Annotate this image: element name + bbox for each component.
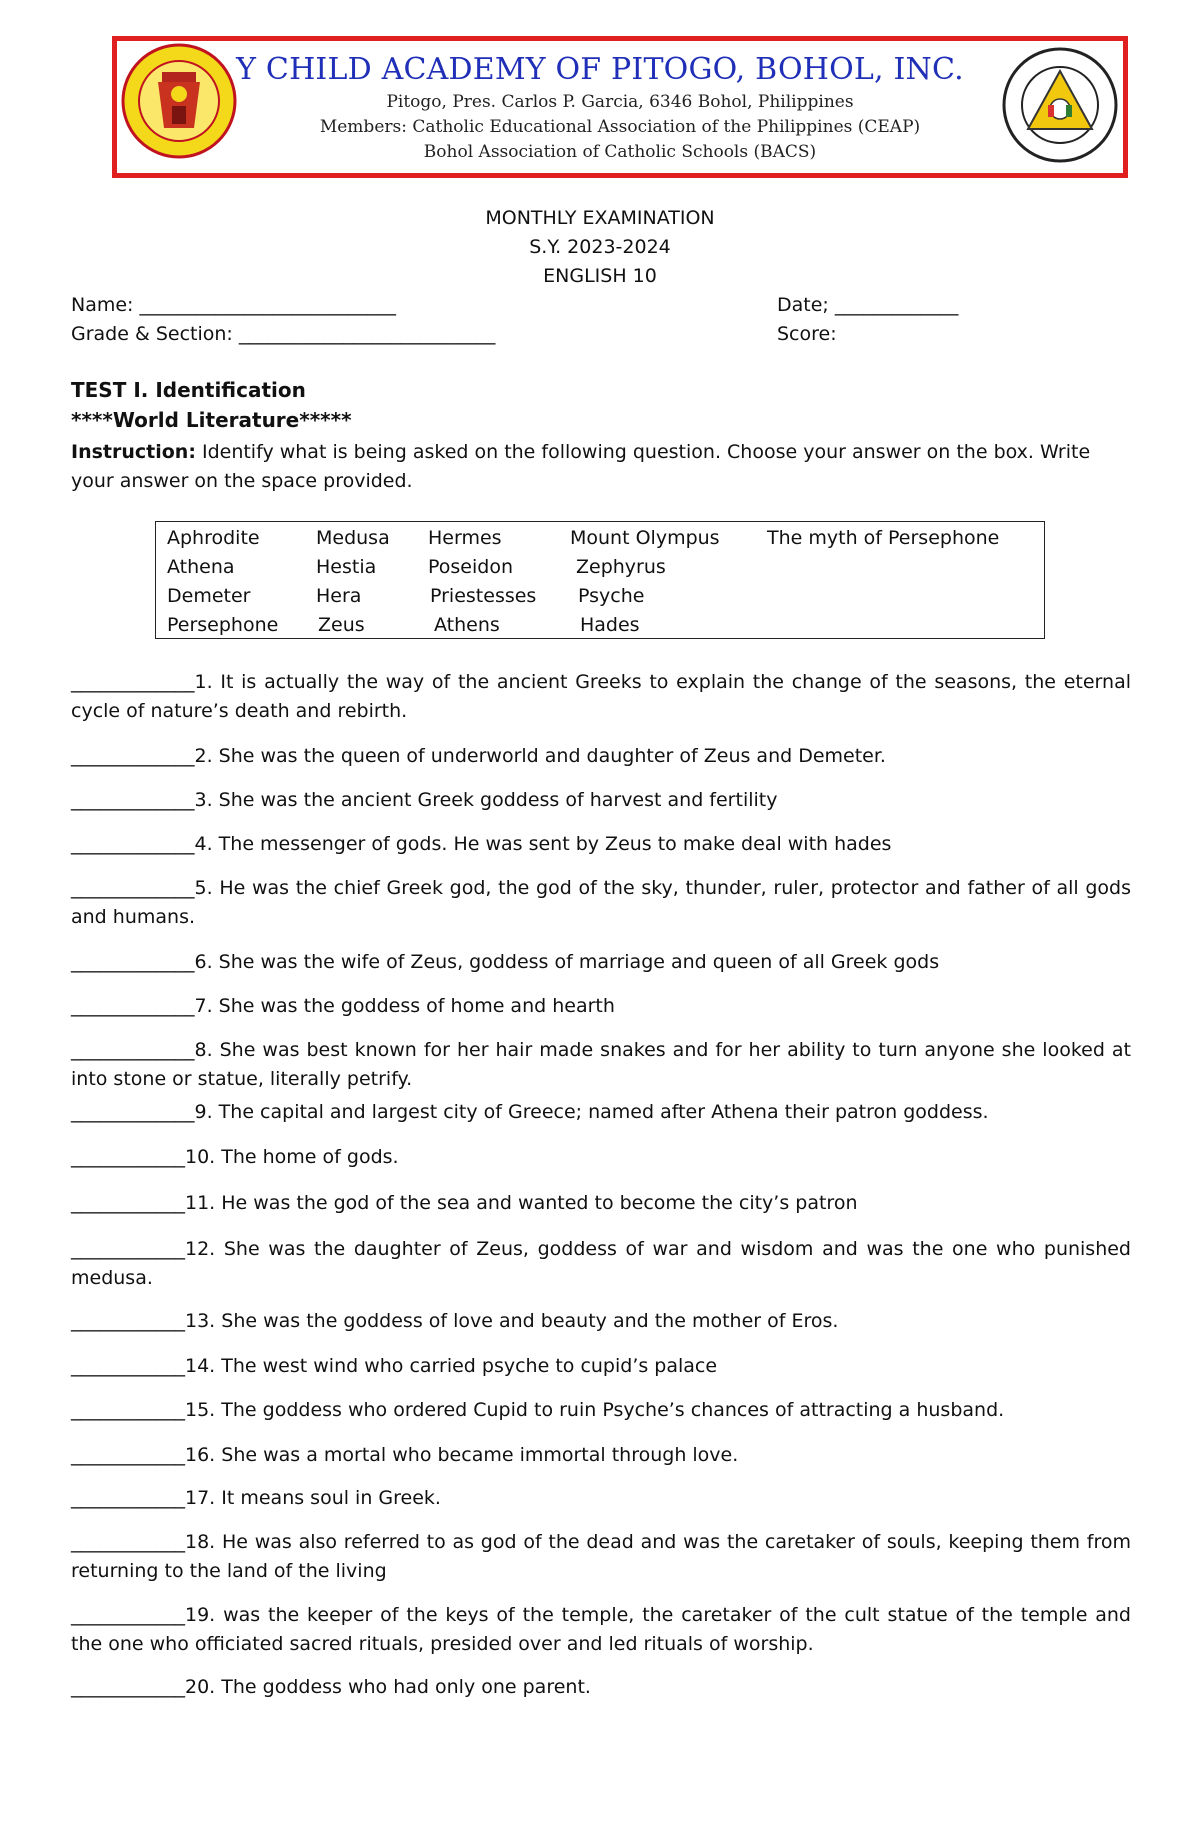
- question-item[interactable]: ____________14. The west wind who carried psyche to cupid’s palace: [71, 1355, 718, 1377]
- instruction-label: Instruction:: [71, 441, 196, 463]
- choice-item: Persephone: [167, 614, 279, 636]
- choice-item: Psyche: [578, 585, 645, 607]
- choice-item: Aphrodite: [167, 527, 260, 549]
- question-item[interactable]: ____________20. The goddess who had only one parent.: [71, 1676, 591, 1698]
- choice-item: Priestesses: [430, 585, 537, 607]
- choice-item: Zephyrus: [576, 556, 666, 578]
- question-item[interactable]: ____________12. She was the daughter of Zeus, goddess of war and wisdom and was the one who punished medusa.: [71, 1238, 1131, 1289]
- exam-title: MONTHLY EXAMINATION: [485, 207, 715, 229]
- question-item[interactable]: ____________16. She was a mortal who became immortal through love.: [71, 1444, 739, 1466]
- school-address: Pitogo, Pres. Carlos P. Garcia, 6346 Bohol, Philippines: [386, 92, 854, 112]
- question-item[interactable]: ____________10. The home of gods.: [71, 1146, 399, 1168]
- membership-line: Members: Catholic Educational Association of the Philippines (CEAP): [319, 117, 921, 137]
- choice-item: Athens: [434, 614, 500, 636]
- association-seal-icon: [1000, 45, 1120, 165]
- choice-item: Demeter: [167, 585, 251, 607]
- question-item[interactable]: _____________9. The capital and largest city of Greece; named after Athena their patron goddess.: [71, 1101, 989, 1123]
- question-item[interactable]: _____________4. The messenger of gods. He was sent by Zeus to make deal with hades: [71, 833, 892, 855]
- question-item[interactable]: _____________8. She was best known for her hair made snakes and for her ability to turn anyone she looked at into stone or statue, literally petrify.: [71, 1039, 1131, 1090]
- test-heading: TEST I. Identification: [71, 378, 306, 402]
- choice-item: Mount Olympus: [570, 527, 720, 549]
- school-year: S.Y. 2023-2024: [529, 236, 671, 258]
- instruction: [71, 438, 1131, 496]
- question-item[interactable]: _____________2. She was the queen of underworld and daughter of Zeus and Demeter.: [71, 745, 886, 767]
- choice-item: Poseidon: [428, 556, 513, 578]
- choice-item: Hades: [580, 614, 640, 636]
- question-item[interactable]: ____________15. The goddess who ordered Cupid to ruin Psyche’s chances of attracting a husband.: [71, 1399, 1005, 1421]
- choice-item: Athena: [167, 556, 235, 578]
- question-item[interactable]: _____________5. He was the chief Greek god, the god of the sky, thunder, ruler, protector and father of all gods and humans.: [71, 877, 1131, 928]
- question-item[interactable]: _____________7. She was the goddess of home and hearth: [71, 995, 615, 1017]
- question-item[interactable]: ____________19. was the keeper of the keys of the temple, the caretaker of the cult statue of the temple and the one who officiated sacred rituals, presided over and led rituals of worship.: [71, 1604, 1131, 1655]
- instruction-text: Identify what is being asked on the following question. Choose your answer on the box. Write your answer on the space provided.: [71, 441, 1091, 492]
- score-field: Score:: [777, 323, 837, 345]
- question-item[interactable]: ____________18. He was also referred to as god of the dead and was the caretaker of souls, keeping them from returning to the land of the living: [71, 1531, 1131, 1582]
- choice-item: Zeus: [318, 614, 365, 636]
- question-item[interactable]: _____________6. She was the wife of Zeus, goddess of marriage and queen of all Greek gods: [71, 951, 940, 973]
- question-item[interactable]: ____________13. She was the goddess of love and beauty and the mother of Eros.: [71, 1310, 839, 1332]
- association-line: Bohol Association of Catholic Schools (BACS): [423, 142, 817, 162]
- question-item[interactable]: ____________17. It means soul in Greek.: [71, 1487, 441, 1509]
- choice-item: The myth of Persephone: [767, 527, 1000, 549]
- choice-item: Hermes: [428, 527, 502, 549]
- question-item[interactable]: _____________1. It is actually the way of the ancient Greeks to explain the change of the seasons, the eternal cycle of nature’s death and rebirth.: [71, 671, 1131, 722]
- school-seal-icon: [120, 42, 238, 160]
- test-subheading: ****World Literature*****: [71, 408, 352, 432]
- date-field[interactable]: Date; _____________: [777, 294, 959, 316]
- choice-item: Hera: [316, 585, 362, 607]
- subject: ENGLISH 10: [543, 265, 657, 287]
- name-field[interactable]: Name: ___________________________: [71, 294, 396, 316]
- grade-section-field[interactable]: Grade & Section: ___________________________: [71, 323, 496, 345]
- question-item[interactable]: ____________11. He was the god of the sea and wanted to become the city’s patron: [71, 1192, 858, 1214]
- choice-item: Hestia: [316, 556, 377, 578]
- choice-item: Medusa: [316, 527, 390, 549]
- school-name: Y CHILD ACADEMY OF PITOGO, BOHOL, INC.: [236, 52, 964, 87]
- question-item[interactable]: _____________3. She was the ancient Greek goddess of harvest and fertility: [71, 789, 778, 811]
